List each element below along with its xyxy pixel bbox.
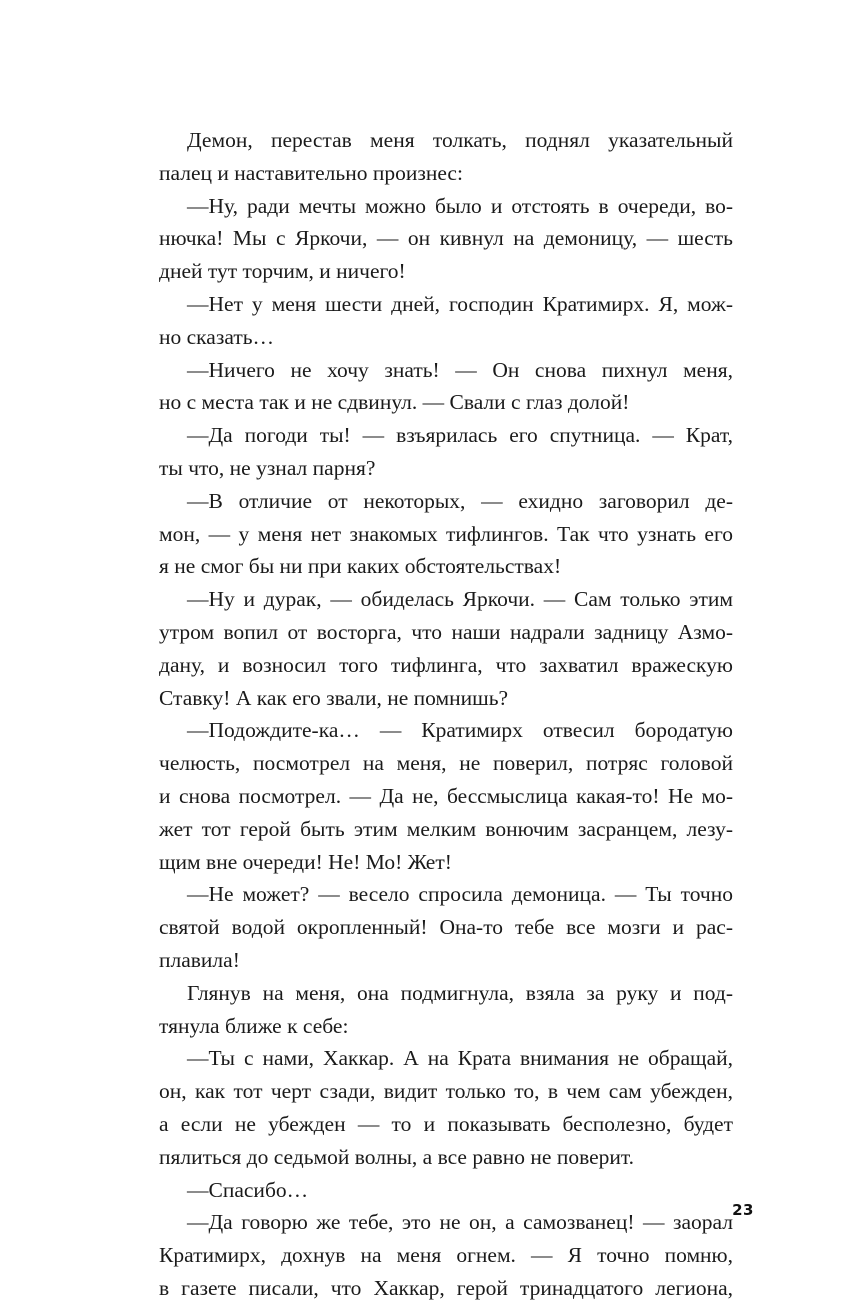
text-line: в газете писали, что Хаккар, герой тринадцатого легиона, bbox=[159, 1275, 733, 1300]
text-line: плавила! bbox=[159, 947, 240, 972]
body-text bbox=[159, 124, 733, 1305]
text-line: Кратимирх, дохнув на меня огнем. — Я точно помню, bbox=[159, 1243, 733, 1268]
text-line: Ставку! А как его звали, не помнишь? bbox=[159, 685, 509, 710]
text-line: —Ну и дурак, — обиделась Яркочи. — Сам только этим bbox=[187, 587, 733, 612]
text-line: но сказать… bbox=[159, 324, 275, 349]
text-line: ты что, не узнал парня? bbox=[159, 455, 376, 480]
text-line: дану, и возносил того тифлинга, что захватил вражескую bbox=[159, 652, 733, 677]
text-line: а если не убежден — то и показывать бесполезно, будет bbox=[159, 1111, 733, 1136]
text-line: —Не может? — весело спросила демоница. — Ты точно bbox=[187, 882, 733, 907]
text-line: Демон, перестав меня толкать, поднял указательный bbox=[187, 128, 733, 152]
text-line: —Да погоди ты! — взъярилась его спутница. — Крат, bbox=[187, 423, 733, 448]
text-line: —В отличие от некоторых, — ехидно заговорил де- bbox=[187, 488, 733, 513]
text-line: палец и наставительно произнес: bbox=[159, 160, 463, 185]
text-line: святой водой окропленный! Она-то тебе все мозги и рас- bbox=[159, 915, 733, 940]
text-line: нючка! Мы с Яркочи, — он кивнул на демоницу, — шесть bbox=[159, 226, 733, 251]
text-line: —Да говорю же тебе, это не он, а самозванец! — заорал bbox=[187, 1210, 733, 1235]
text-line: —Ничего не хочу знать! — Он снова пихнул меня, bbox=[187, 357, 733, 382]
text-line: тянула ближе к себе: bbox=[159, 1013, 349, 1038]
text-line: —Спасибо… bbox=[187, 1177, 309, 1202]
text-line: пялиться до седьмой волны, а все равно не поверит. bbox=[159, 1144, 635, 1169]
text-line: но с места так и не сдвинул. — Свали с глаз долой! bbox=[159, 390, 630, 415]
text-line: мон, — у меня нет знакомых тифлингов. Так что узнать его bbox=[159, 521, 733, 546]
text-line: челюсть, посмотрел на меня, не поверил, потряс головой bbox=[159, 751, 733, 776]
text-line: Глянув на меня, она подмигнула, взяла за руку и под- bbox=[187, 980, 733, 1005]
text-line: —Ну, ради мечты можно было и отстоять в очереди, во- bbox=[187, 193, 733, 218]
text-line: —Подождите-ка… — Кратимирх отвесил бородатую bbox=[187, 718, 733, 743]
text-line: —Нет у меня шести дней, господин Кратимирх. Я, мож- bbox=[187, 291, 733, 316]
text-line: утром вопил от восторга, что наши надрали задницу Азмо- bbox=[159, 619, 733, 644]
text-line: и снова посмотрел. — Да не, бессмыслица какая-то! Не мо- bbox=[159, 783, 733, 808]
text-line: —Ты с нами, Хаккар. А на Крата внимания не обращай, bbox=[187, 1046, 733, 1071]
text-line: он, как тот черт сзади, видит только то, в чем сам убежден, bbox=[159, 1079, 733, 1104]
text-line: я не смог бы ни при каких обстоятельствах! bbox=[159, 554, 562, 579]
text-line: щим вне очереди! Не! Мо! Жет! bbox=[159, 849, 452, 874]
text-line: дней тут торчим, и ничего! bbox=[159, 259, 406, 284]
text-line: жет тот герой быть этим мелким вонючим засранцем, лезу- bbox=[159, 816, 733, 841]
page-number: 23 bbox=[732, 1201, 754, 1219]
